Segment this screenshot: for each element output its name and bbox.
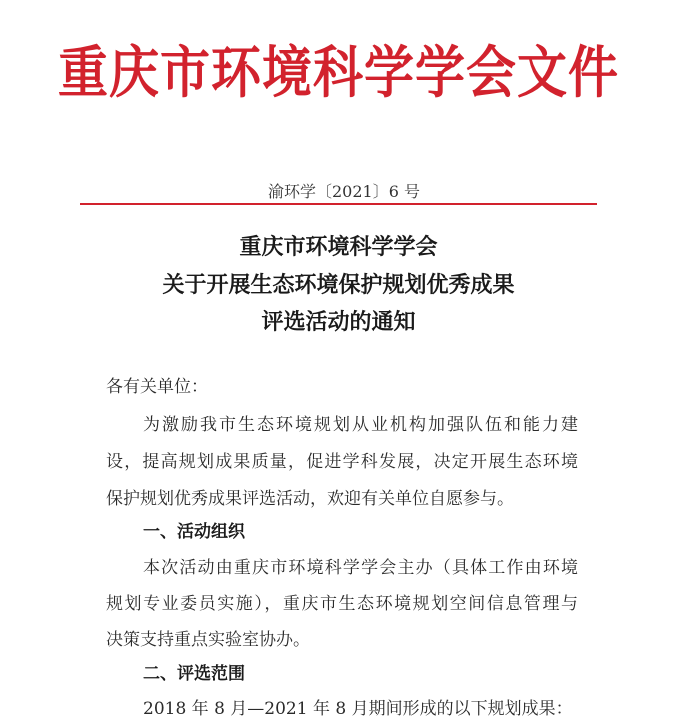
intro-paragraph-line-2: 设，提高规划成果质量，促进学科发展，决定开展生态环境 [106, 452, 578, 472]
section-2-heading: 二、评选范围 [143, 664, 245, 684]
notice-title-line-1: 重庆市环境科学学会 [239, 235, 438, 260]
section-2-line-1: 2018 年 8 月—2021 年 8 月期间形成的以下规划成果： [143, 699, 573, 719]
document-number: 渝环学〔2021〕6 号 [268, 182, 420, 201]
masthead-title: 重庆市环境科学学会文件 [58, 40, 619, 106]
intro-paragraph-line-3: 保护规划优秀成果评选活动，欢迎有关单位自愿参与。 [106, 489, 514, 509]
notice-title-line-3: 评选活动的通知 [261, 310, 416, 335]
intro-paragraph-line-1: 为激励我市生态环境规划从业机构加强队伍和能力建 [143, 415, 578, 435]
section-1-line-1: 本次活动由重庆市环境科学学会主办（具体工作由环境 [143, 558, 578, 578]
notice-title-line-2: 关于开展生态环境保护规划优秀成果 [162, 273, 515, 298]
red-divider-line [80, 203, 597, 205]
section-1-heading: 一、活动组织 [143, 522, 245, 542]
section-1-line-2: 规划专业委员实施），重庆市生态环境规划空间信息管理与 [106, 594, 578, 614]
salutation: 各有关单位： [106, 377, 208, 397]
section-1-line-3: 决策支持重点实验室协办。 [106, 630, 310, 650]
